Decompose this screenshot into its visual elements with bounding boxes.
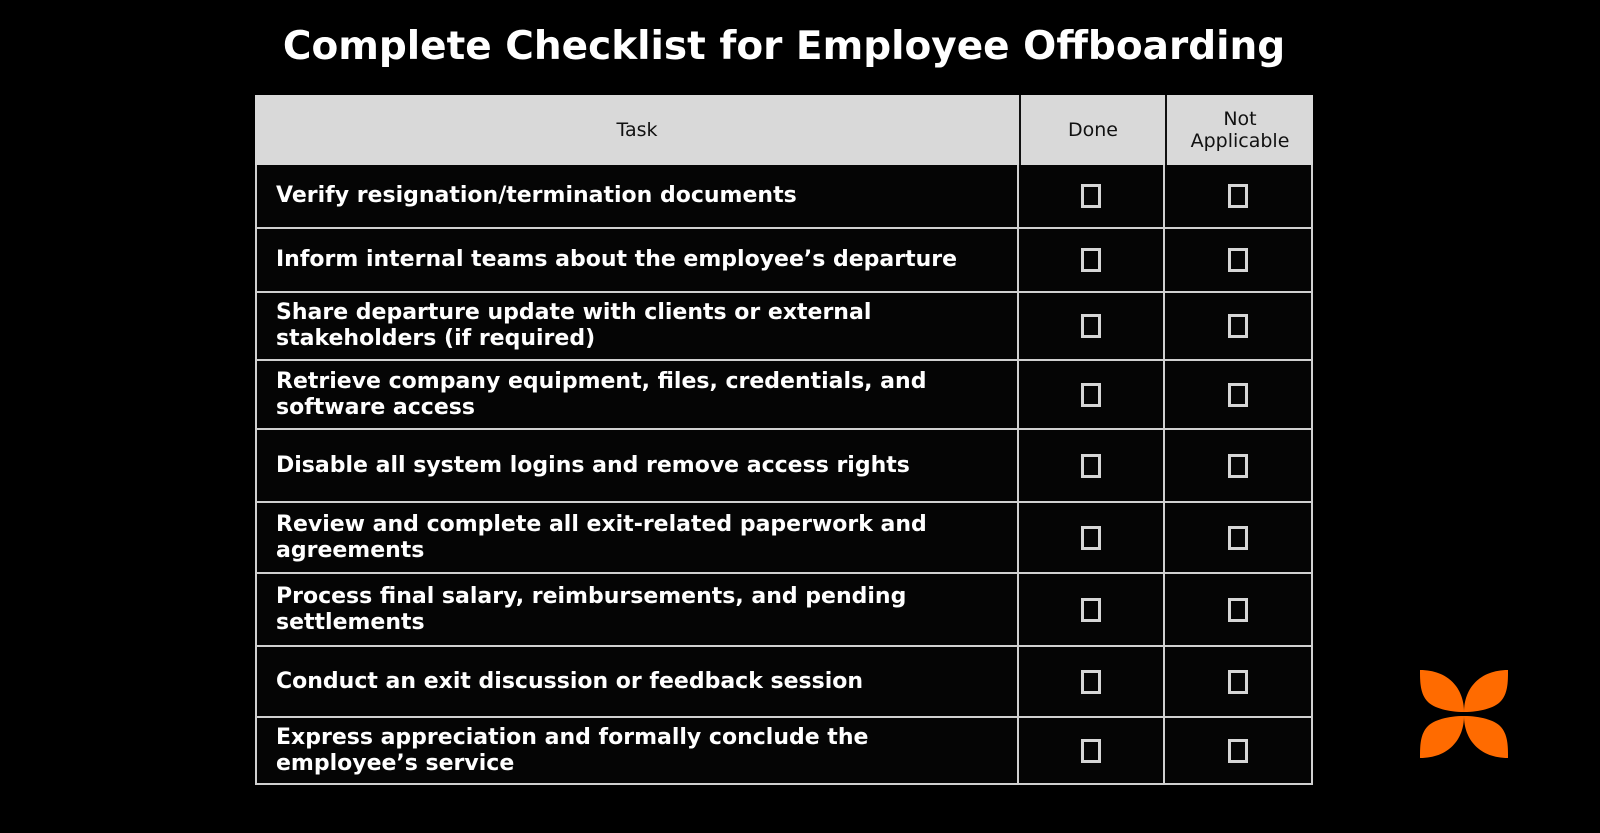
task-label: Express appreciation and formally conclude the employee’s service bbox=[257, 718, 1019, 783]
done-cell bbox=[1019, 503, 1165, 572]
task-label: Verify resignation/termination documents bbox=[257, 165, 1019, 227]
done-cell bbox=[1019, 165, 1165, 227]
not-applicable-cell bbox=[1165, 647, 1311, 716]
table-row bbox=[255, 503, 1313, 574]
task-label: Process final salary, reimbursements, and pending settlements bbox=[257, 574, 1019, 645]
not-applicable-cell bbox=[1165, 718, 1311, 783]
done-checkbox[interactable] bbox=[1081, 383, 1101, 407]
page-title: Complete Checklist for Employee Offboarding bbox=[282, 24, 1286, 69]
butterfly-logo-icon bbox=[1418, 668, 1510, 760]
table-row bbox=[255, 165, 1313, 229]
table-row bbox=[255, 361, 1313, 430]
done-cell bbox=[1019, 718, 1165, 783]
not-applicable-checkbox[interactable] bbox=[1228, 184, 1248, 208]
not-applicable-checkbox[interactable] bbox=[1228, 383, 1248, 407]
done-cell bbox=[1019, 647, 1165, 716]
table-row bbox=[255, 647, 1313, 718]
task-label: Retrieve company equipment, files, credentials, and software access bbox=[257, 361, 1019, 428]
not-applicable-cell bbox=[1165, 229, 1311, 291]
task-label: Inform internal teams about the employee’s departure bbox=[257, 229, 1019, 291]
not-applicable-checkbox[interactable] bbox=[1228, 454, 1248, 478]
not-applicable-cell bbox=[1165, 430, 1311, 501]
header-not-applicable bbox=[1167, 95, 1313, 165]
not-applicable-checkbox[interactable] bbox=[1228, 739, 1248, 763]
table-row bbox=[255, 718, 1313, 785]
not-applicable-checkbox[interactable] bbox=[1228, 598, 1248, 622]
done-checkbox[interactable] bbox=[1081, 739, 1101, 763]
done-checkbox[interactable] bbox=[1081, 314, 1101, 338]
done-cell bbox=[1019, 361, 1165, 428]
not-applicable-cell bbox=[1165, 503, 1311, 572]
done-checkbox[interactable] bbox=[1081, 248, 1101, 272]
not-applicable-checkbox[interactable] bbox=[1228, 526, 1248, 550]
not-applicable-checkbox[interactable] bbox=[1228, 314, 1248, 338]
not-applicable-checkbox[interactable] bbox=[1228, 248, 1248, 272]
table-header bbox=[255, 95, 1313, 165]
table-row bbox=[255, 430, 1313, 503]
not-applicable-checkbox[interactable] bbox=[1228, 670, 1248, 694]
not-applicable-cell bbox=[1165, 574, 1311, 645]
done-checkbox[interactable] bbox=[1081, 454, 1101, 478]
not-applicable-cell bbox=[1165, 293, 1311, 359]
done-checkbox[interactable] bbox=[1081, 184, 1101, 208]
header-not-applicable-label: Not Applicable bbox=[1190, 108, 1290, 152]
done-cell bbox=[1019, 574, 1165, 645]
checklist-table bbox=[255, 95, 1313, 785]
done-cell bbox=[1019, 430, 1165, 501]
table-row bbox=[255, 574, 1313, 647]
done-checkbox[interactable] bbox=[1081, 526, 1101, 550]
task-label: Share departure update with clients or external stakeholders (if required) bbox=[257, 293, 1019, 359]
table-row bbox=[255, 229, 1313, 293]
done-cell bbox=[1019, 293, 1165, 359]
done-cell bbox=[1019, 229, 1165, 291]
task-label: Disable all system logins and remove access rights bbox=[257, 430, 1019, 501]
table-body bbox=[255, 165, 1313, 785]
header-done: Done bbox=[1021, 95, 1167, 165]
task-label: Review and complete all exit-related paperwork and agreements bbox=[257, 503, 1019, 572]
not-applicable-cell bbox=[1165, 361, 1311, 428]
table-row bbox=[255, 293, 1313, 361]
done-checkbox[interactable] bbox=[1081, 598, 1101, 622]
done-checkbox[interactable] bbox=[1081, 670, 1101, 694]
task-label: Conduct an exit discussion or feedback session bbox=[257, 647, 1019, 716]
header-task: Task bbox=[255, 95, 1021, 165]
not-applicable-cell bbox=[1165, 165, 1311, 227]
